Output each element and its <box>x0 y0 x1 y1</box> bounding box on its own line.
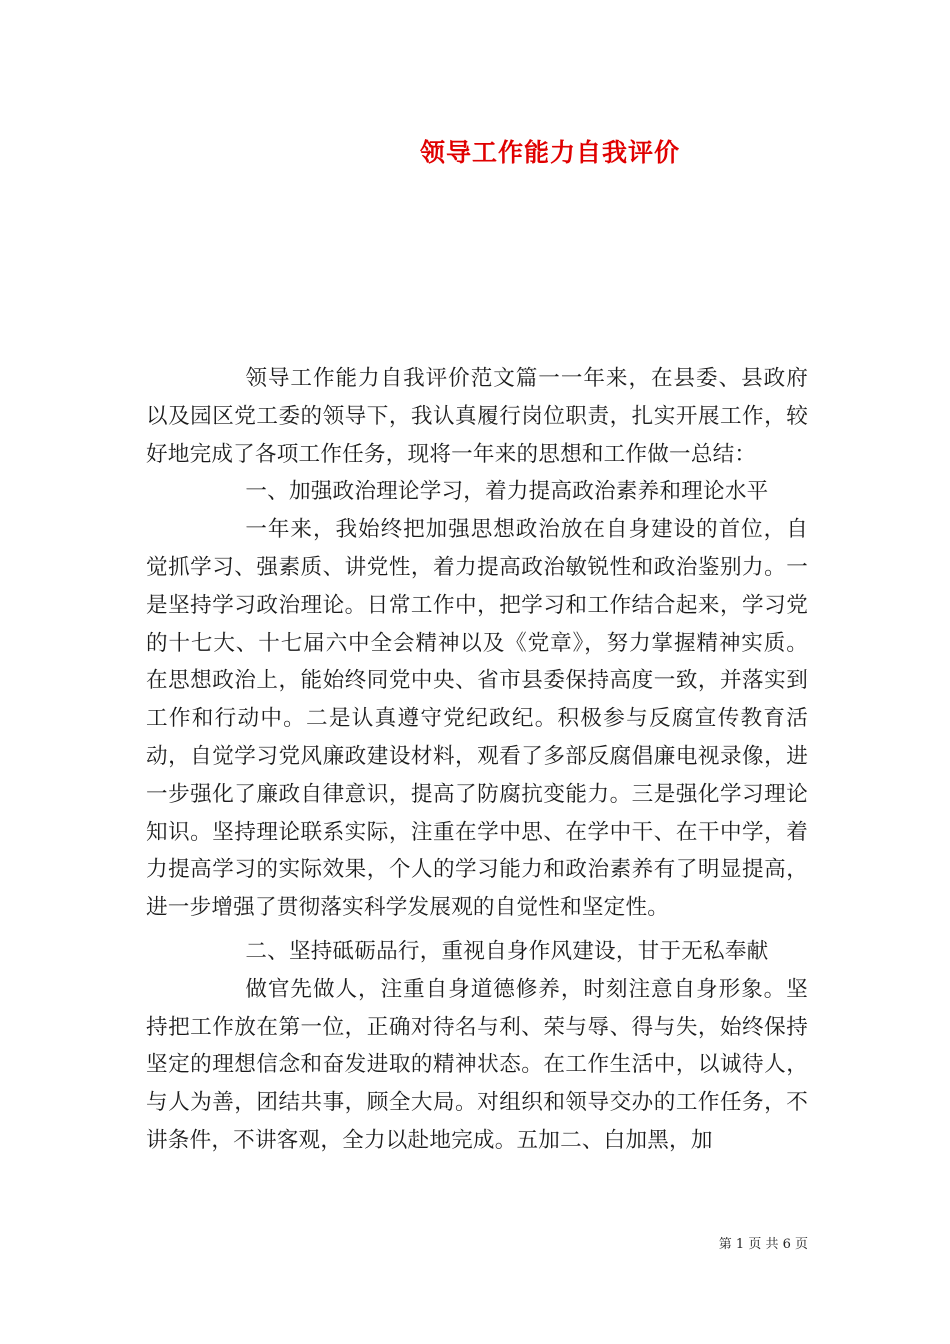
page-number-footer: 第 1 页 共 6 页 <box>718 1237 808 1252</box>
document-body <box>146 360 808 1160</box>
paragraph-intro: 领导工作能力自我评价范文篇一一年来，在县委、县政府以及园区党工委的领导下，我认真履行岗位职责，扎实开展工作，较好地完成了各项工作任务，现将一年来的思想和工作做一总结： <box>146 366 808 467</box>
document-title: 领导工作能力自我评价 <box>419 138 680 167</box>
paragraph-section-1: 一年来，我始终把加强思想政治放在自身建设的首位，自觉抓学习、强素质、讲党性，着力提高政治敏锐性和政治鉴别力。一是坚持学习政治理论。日常工作中，把学习和工作结合起来，学习党的十七大、十七届六中全会精神以及《党章》，努力掌握精神实质。在思想政治上，能始终同党中央、省市县委保持高度一致，并落实到工作和行动中。二是认真遵守党纪政纪。积极参与反腐宣传教育活动，自觉学习党风廉政建设材料，观看了多部反腐倡廉电视录像，进一步强化了廉政自律意识，提高了防腐抗变能力。三是强化学习理论知识。坚持理论联系实际，注重在学中思、在学中干、在干中学，着力提高学习的实际效果，个人的学习能力和政治素养有了明显提高，进一步增强了贯彻落实科学发展观的自觉性和坚定性。 <box>146 517 808 921</box>
paragraph-section-2: 做官先做人，注重自身道德修养，时刻注意自身形象。坚持把工作放在第一位，正确对待名与利、荣与辱、得与失，始终保持坚定的理想信念和奋发进取的精神状态。在工作生活中，以诚待人，与人为善，团结共事，顾全大局。对组织和领导交办的工作任务，不讲条件，不讲客观，全力以赴地完成。五加二、白加黑，加 <box>146 976 808 1153</box>
section-heading-1: 一、加强政治理论学习，着力提高政治素养和理论水平 <box>245 479 769 505</box>
section-heading-2: 二、坚持砥砺品行，重视自身作风建设，甘于无私奉献 <box>245 938 769 964</box>
